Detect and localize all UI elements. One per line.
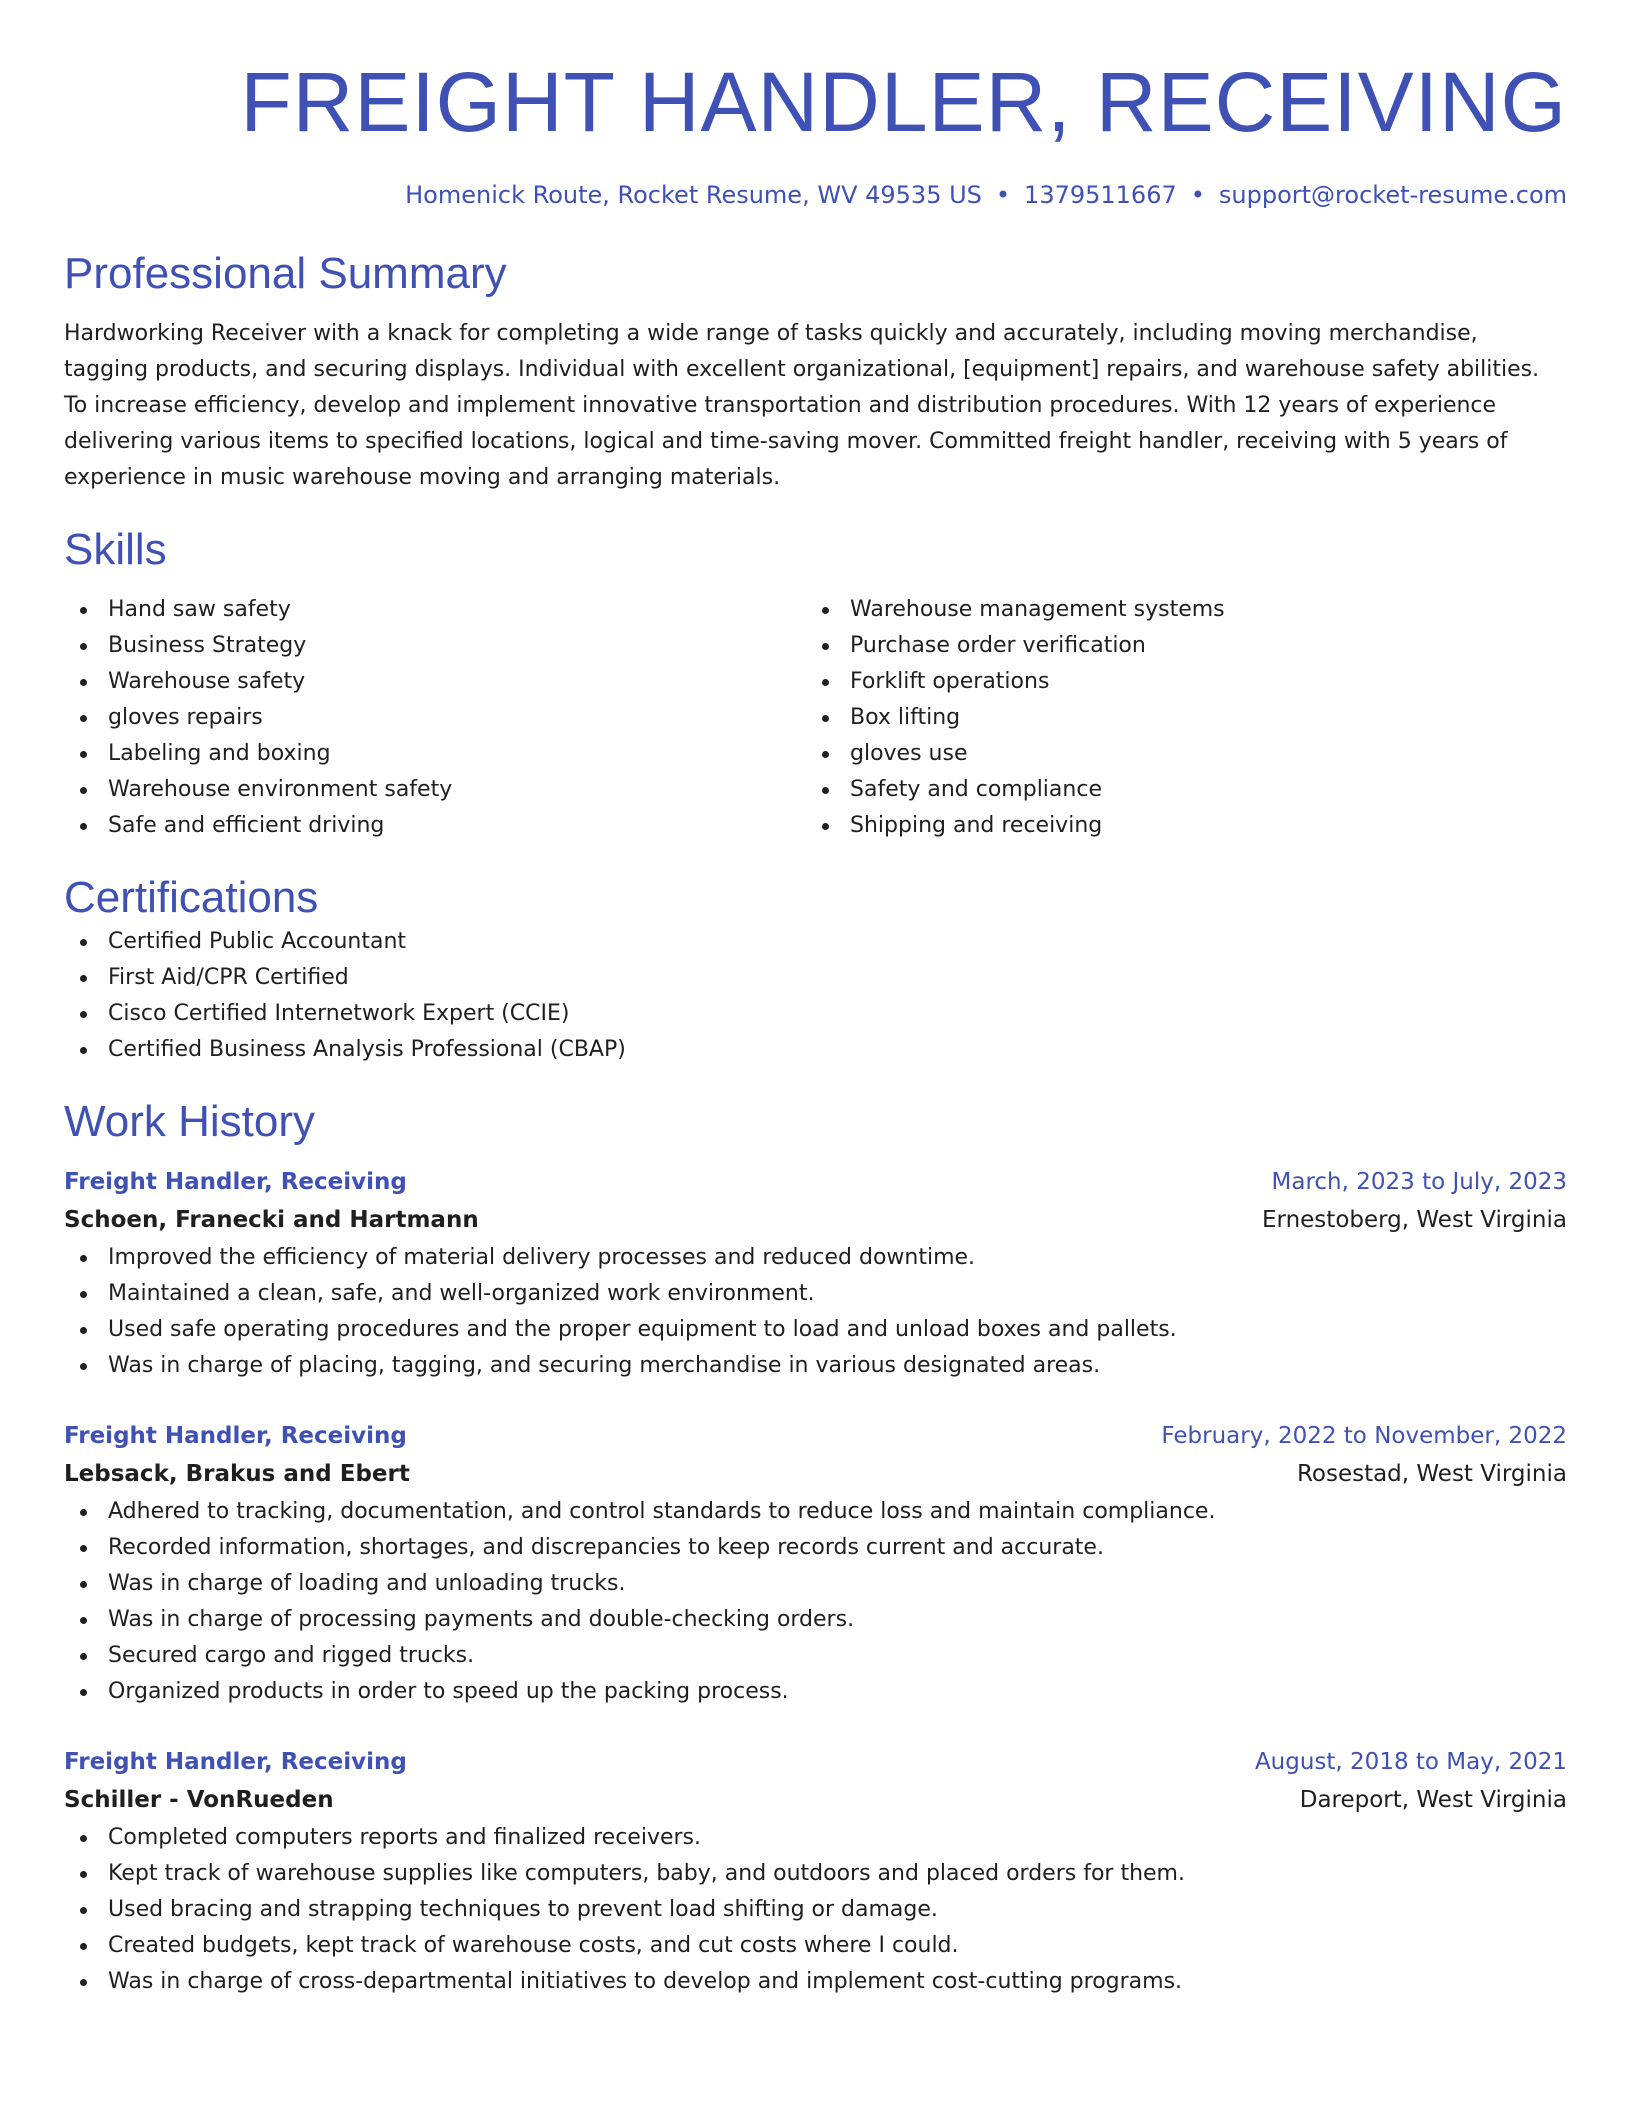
skill-item: Forklift operations [806, 664, 1548, 700]
job-company: Schiller - VonRueden [64, 1787, 334, 1813]
job-entry [64, 1164, 1567, 1384]
job-company: Lebsack, Brakus and Ebert [64, 1461, 410, 1487]
job-location: Dareport, West Virginia [1299, 1787, 1567, 1813]
certification-item: Certified Public Accountant [64, 924, 1567, 960]
job-title: Freight Handler, Receiving [64, 1423, 407, 1449]
skills-column-left [64, 592, 806, 844]
job-company-row [64, 1200, 1567, 1240]
skill-item: Hand saw safety [64, 592, 806, 628]
skill-item: Warehouse management systems [806, 592, 1548, 628]
job-title-row [64, 1744, 1567, 1780]
contact-separator: • [995, 181, 1011, 209]
certification-item: First Aid/CPR Certified [64, 960, 1567, 996]
skill-item: Safety and compliance [806, 772, 1548, 808]
certification-item: Certified Business Analysis Professional (CBAP) [64, 1032, 1567, 1068]
resume-page [64, 0, 1567, 2000]
job-duties-list [64, 1494, 1567, 1710]
job-duty-item: Adhered to tracking, documentation, and control standards to reduce loss and maintain compliance. [64, 1494, 1567, 1530]
skill-item: Business Strategy [64, 628, 806, 664]
job-duty-item: Recorded information, shortages, and discrepancies to keep records current and accurate. [64, 1530, 1567, 1566]
job-duty-item: Kept track of warehouse supplies like computers, baby, and outdoors and placed orders for them. [64, 1856, 1567, 1892]
resume-header [64, 0, 1567, 210]
skill-item: Safe and efficient driving [64, 808, 806, 844]
job-duty-item: Completed computers reports and finalized receivers. [64, 1820, 1567, 1856]
job-duty-item: Created budgets, kept track of warehouse costs, and cut costs where I could. [64, 1928, 1567, 1964]
job-entry [64, 1744, 1567, 2000]
certifications-heading: Certifications [64, 873, 319, 922]
contact-separator: • [1190, 181, 1205, 209]
job-location: Rosestad, West Virginia [1296, 1461, 1567, 1487]
skill-item: gloves repairs [64, 700, 806, 736]
job-location: Ernestoberg, West Virginia [1262, 1207, 1567, 1233]
job-duty-item: Secured cargo and rigged trucks. [64, 1638, 1567, 1674]
job-company-row [64, 1454, 1567, 1494]
contact-address: Homenick Route, Rocket Resume, WV 49535 US [405, 181, 982, 209]
job-entry [64, 1418, 1567, 1710]
job-company: Schoen, Franecki and Hartmann [64, 1207, 479, 1233]
job-duties-list [64, 1240, 1567, 1384]
contact-phone: 1379511667 [1024, 181, 1177, 209]
candidate-name: FREIGHT HANDLER, RECEIVING [240, 55, 1567, 149]
skill-item: Labeling and boxing [64, 736, 806, 772]
job-duty-item: Maintained a clean, safe, and well-organized work environment. [64, 1276, 1567, 1312]
job-duty-item: Was in charge of placing, tagging, and securing merchandise in various designated areas. [64, 1348, 1567, 1384]
contact-line [64, 180, 1567, 210]
job-duty-item: Was in charge of cross-departmental initiatives to develop and implement cost-cutting programs. [64, 1964, 1567, 2000]
skills-columns [64, 592, 1567, 844]
job-duty-item: Used bracing and strapping techniques to prevent load shifting or damage. [64, 1892, 1567, 1928]
job-duty-item: Improved the efficiency of material delivery processes and reduced downtime. [64, 1240, 1567, 1276]
job-duties-list [64, 1820, 1567, 2000]
certification-item: Cisco Certified Internetwork Expert (CCIE) [64, 996, 1567, 1032]
job-dates: February, 2022 to November, 2022 [1161, 1423, 1567, 1449]
job-title-row [64, 1418, 1567, 1454]
job-company-row [64, 1780, 1567, 1820]
contact-email: support@rocket-resume.com [1218, 181, 1567, 209]
job-duty-item: Used safe operating procedures and the proper equipment to load and unload boxes and pallets. [64, 1312, 1567, 1348]
skill-item: Purchase order verification [806, 628, 1548, 664]
skills-list-left [64, 592, 806, 844]
job-duty-item: Organized products in order to speed up the packing process. [64, 1674, 1567, 1710]
skill-item: gloves use [806, 736, 1548, 772]
job-title-row [64, 1164, 1567, 1200]
skill-item: Warehouse safety [64, 664, 806, 700]
skills-list-right [806, 592, 1548, 844]
job-title: Freight Handler, Receiving [64, 1749, 407, 1775]
skill-item: Box lifting [806, 700, 1548, 736]
certifications-list [64, 924, 1567, 1068]
skills-heading: Skills [64, 525, 167, 574]
job-dates: March, 2023 to July, 2023 [1271, 1169, 1567, 1195]
job-duty-item: Was in charge of processing payments and double-checking orders. [64, 1602, 1567, 1638]
job-title: Freight Handler, Receiving [64, 1169, 407, 1195]
job-dates: August, 2018 to May, 2021 [1254, 1749, 1567, 1775]
summary-heading: Professional Summary [64, 249, 507, 298]
skills-column-right [806, 592, 1548, 844]
summary-text: Hardworking Receiver with a knack for completing a wide range of tasks quickly and accurately, including moving merchandise, tagging products, and securing displays. Individual with excellent organizational, [equipment] repairs, and warehouse safety abilities. To increase efficiency, develop and implement innovative transportation and distribution procedures. With 12 years of experience delivering various items to specified locations, logical and time-saving mover. Committed freight handler, receiving with 5 years of experience in music warehouse moving and arranging materials. [64, 321, 1540, 490]
skill-item: Warehouse environment safety [64, 772, 806, 808]
skill-item: Shipping and receiving [806, 808, 1548, 844]
work-history-heading: Work History [64, 1097, 315, 1146]
job-duty-item: Was in charge of loading and unloading trucks. [64, 1566, 1567, 1602]
